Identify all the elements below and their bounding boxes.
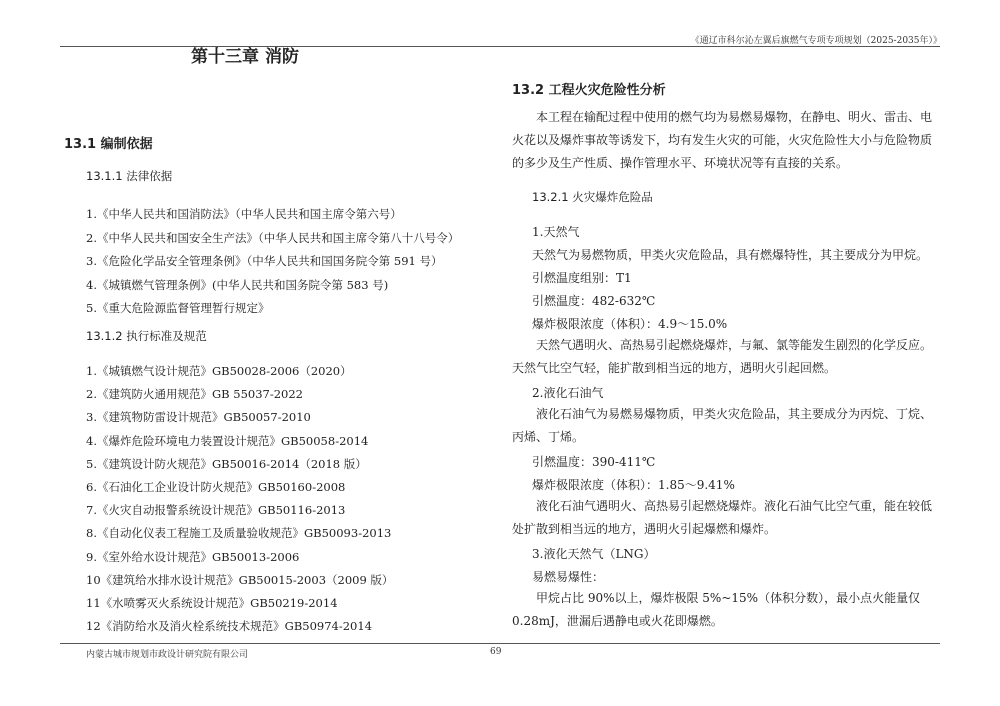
natural-gas-note [512, 334, 932, 380]
lpg-desc [512, 403, 932, 449]
list-item: 2.《中华人民共和国安全生产法》（中华人民共和国主席令第八十八号令） [86, 230, 460, 245]
list-item: 3.《危险化学品安全管理条例》（中华人民共和国国务院令第 591 号） [86, 254, 443, 268]
list-item: 2.《建筑防火通用规范》GB 55037-2022 [86, 387, 303, 402]
intro-text: 本工程在输配过程中使用的燃气均为易燃易爆物，在静电、明火、雷击、电火花以及爆炸事故等诱发下，均有发生火灾的可能，火灾危险性大小与危险物质的多少及生产性质、操作管理水平、环境状况等有直接的关系。 [512, 110, 933, 170]
section-13-1-2-heading: 13.1.2 执行标准及规范 [86, 329, 207, 343]
list-item: 10《建筑给水排水设计规范》GB50015-2003（2009 版） [86, 572, 394, 587]
list-item: 6.《石油化工企业设计防火规范》GB50160-2008 [86, 480, 346, 495]
lng-desc-text: 甲烷占比 90%以上，爆炸极限 5%~15%（体积分数），最小点火能量仅 0.28mJ，泄漏后遇静电或火花即爆燃。 [512, 591, 921, 628]
lng-title: 3.液化天然气（LNG） [532, 547, 656, 561]
section-13-1-heading: 13.1 编制依据 [64, 137, 153, 152]
footer-organization: 内蒙古城市规划市政设计研究院有限公司 [86, 650, 249, 660]
list-item: 7.《火灾自动报警系统设计规范》GB50116-2013 [86, 503, 346, 518]
lng-subtitle: 易燃易爆性： [532, 570, 605, 584]
natural-gas-ignition-temp: 引燃温度：482-632℃ [532, 294, 656, 308]
laws-list [86, 203, 459, 321]
footer-divider [60, 643, 940, 644]
natural-gas-ignition-group: 引燃温度组别：T1 [532, 271, 632, 285]
section-13-1-1-heading: 13.1.1 法律依据 [86, 169, 173, 183]
list-item: 11《水喷雾灭火系统设计规范》GB50219-2014 [86, 596, 338, 611]
natural-gas-explosion-limit: 爆炸极限浓度（体积）：4.9～15.0% [532, 317, 728, 331]
natural-gas-note-text: 天然气遇明火、高热易引起燃烧爆炸，与氟、氯等能发生剧烈的化学反应。天然气比空气轻，能扩散到相当远的地方，遇明火引起回燃。 [512, 338, 933, 375]
natural-gas-desc: 天然气为易燃物质，甲类火灾危险品，具有燃爆特性，其主要成分为甲烷。 [532, 248, 929, 262]
list-item: 8.《自动化仪表工程施工及质量验收规范》GB50093-2013 [86, 526, 392, 541]
document-header-title: 《通辽市科尔沁左翼后旗燃气专项专项规划（2025-2035年）》 [690, 36, 942, 46]
chapter-title: 第十三章 消防 [191, 47, 299, 67]
lpg-ignition-temp: 引燃温度：390-411℃ [532, 455, 656, 469]
lpg-note-text: 液化石油气遇明火、高热易引起燃烧爆炸。液化石油气比空气重，能在较低处扩散到相当远的地方，遇明火引起爆燃和爆炸。 [512, 499, 933, 536]
list-item: 12《消防给水及消火栓系统技术规范》GB50974-2014 [86, 619, 373, 634]
section-13-2-heading: 13.2 工程火灾危险性分析 [512, 83, 666, 98]
list-item: 9.《室外给水设计规范》GB50013-2006 [86, 549, 300, 564]
standards-list [86, 360, 393, 638]
list-item: 3.《建筑物防雷设计规范》GB50057-2010 [86, 410, 311, 425]
lpg-desc-text: 液化石油气为易燃易爆物质，甲类火灾危险品，其主要成分为丙烷、丁烷、丙烯、丁烯。 [512, 407, 933, 444]
list-item: 4.《城镇燃气管理条例》(中华人民共和国务院令第 583 号) [86, 277, 389, 292]
list-item: 4.《爆炸危险环境电力装置设计规范》GB50058-2014 [86, 433, 369, 448]
list-item: 5.《重大危险源监督管理暂行规定》 [86, 301, 270, 315]
list-item: 1.《城镇燃气设计规范》GB50028-2006（2020） [86, 364, 352, 378]
list-item: 1.《中华人民共和国消防法》（中华人民共和国主席令第六号） [86, 207, 402, 221]
lpg-title: 2.液化石油气 [532, 386, 604, 400]
lpg-explosion-limit: 爆炸极限浓度（体积）：1.85～9.41% [532, 478, 735, 492]
section-13-2-1-heading: 13.2.1 火灾爆炸危险品 [532, 190, 653, 204]
intro-paragraph [512, 106, 932, 175]
lng-desc [512, 587, 932, 633]
page-number: 69 [490, 647, 502, 657]
lpg-note [512, 495, 932, 541]
list-item: 5.《建筑设计防火规范》GB50016-2014（2018 版） [86, 456, 367, 471]
natural-gas-title: 1.天然气 [532, 225, 580, 239]
